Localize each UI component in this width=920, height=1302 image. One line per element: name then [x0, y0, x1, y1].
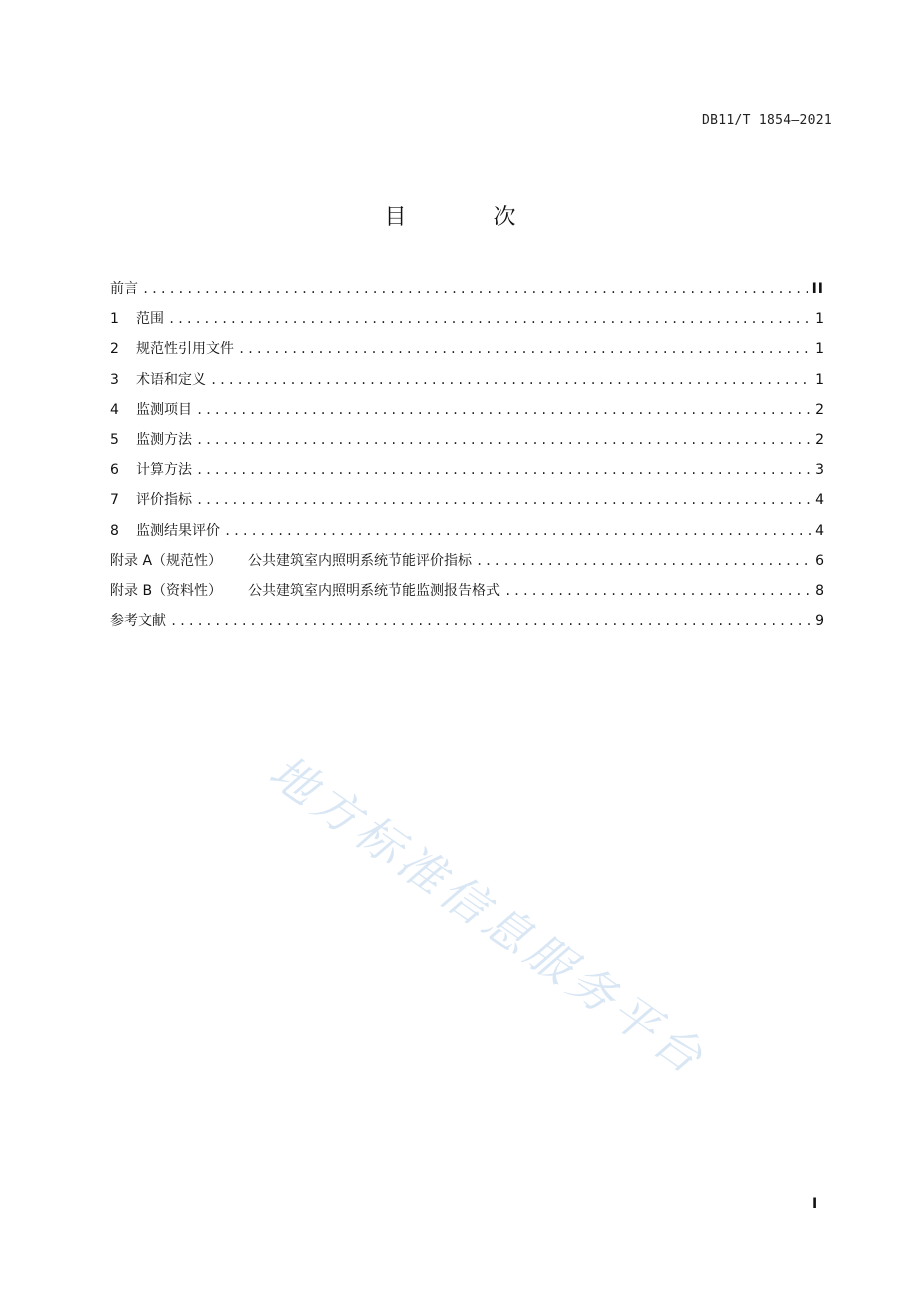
- toc-entry-label: 附录 A（规范性）: [110, 552, 223, 569]
- toc-entry-label: 监测方法: [136, 431, 192, 448]
- toc-entry-page: 3: [815, 462, 824, 479]
- toc-entry-calculation-methods[interactable]: [110, 459, 824, 489]
- toc-entry-subtitle: 公共建筑室内照明系统节能监测报告格式: [248, 582, 501, 599]
- toc-entry-label: 前言: [110, 281, 138, 297]
- page-number: I: [812, 1196, 818, 1212]
- toc-entry-number: 1: [110, 311, 119, 328]
- toc-entry-bibliography[interactable]: [110, 610, 824, 640]
- toc-entry-label: 规范性引用文件: [136, 341, 234, 358]
- toc-entry-label: 范围: [136, 311, 164, 328]
- toc-leader-dots: [168, 308, 811, 330]
- toc-entry-number: 4: [110, 401, 119, 418]
- toc-entry-number: 5: [110, 431, 119, 448]
- toc-entry-number: 7: [110, 492, 119, 509]
- toc-entry-page: II: [811, 281, 824, 297]
- toc-entry-appendix-b[interactable]: [110, 580, 824, 610]
- toc-entry-evaluation-indicators[interactable]: [110, 489, 824, 519]
- toc-entry-label: 术语和定义: [136, 371, 206, 388]
- toc-entry-label: 评价指标: [136, 492, 192, 509]
- toc-entry-subtitle: 公共建筑室内照明系统节能评价指标: [248, 552, 473, 569]
- toc-leader-dots: [196, 429, 811, 451]
- toc-entry-page: 1: [815, 341, 824, 358]
- toc-leader-dots: [196, 459, 811, 481]
- toc-entry-number: 3: [110, 371, 119, 388]
- document-code: DB11/T 1854—2021: [701, 113, 832, 128]
- toc-entry-terms-definitions[interactable]: [110, 369, 824, 399]
- toc-leader-dots: [210, 369, 811, 391]
- toc-entry-foreword[interactable]: [110, 278, 824, 308]
- toc-entry-page: 8: [815, 582, 824, 599]
- toc-leader-dots: [238, 338, 811, 360]
- toc-leader-dots: [142, 278, 808, 300]
- toc-entry-label: 监测结果评价: [136, 522, 220, 539]
- toc-entry-monitoring-items[interactable]: [110, 399, 824, 429]
- table-of-contents: [110, 278, 824, 640]
- toc-leader-dots: [196, 399, 811, 421]
- toc-leader-dots: [196, 489, 811, 511]
- toc-entry-appendix-a[interactable]: [110, 550, 824, 580]
- toc-entry-page: 2: [815, 431, 824, 448]
- toc-entry-number: 6: [110, 462, 119, 479]
- toc-entry-page: 4: [815, 492, 824, 509]
- toc-title: 目 次: [384, 205, 556, 230]
- toc-entry-page: 6: [815, 552, 824, 569]
- toc-entry-number: 2: [110, 341, 119, 358]
- toc-entry-label: 附录 B（资料性）: [110, 582, 223, 599]
- toc-entry-label: 计算方法: [136, 462, 192, 479]
- toc-entry-label: 监测项目: [136, 401, 192, 418]
- toc-entry-result-evaluation[interactable]: [110, 520, 824, 550]
- toc-leader-dots: [170, 610, 811, 632]
- toc-entry-monitoring-methods[interactable]: [110, 429, 824, 459]
- toc-entry-page: 9: [815, 613, 824, 630]
- watermark: 地方标准信息服务平台: [259, 744, 717, 1087]
- toc-entry-page: 1: [815, 371, 824, 388]
- toc-entry-normative-references[interactable]: [110, 338, 824, 368]
- toc-leader-dots: [476, 550, 811, 572]
- toc-entry-page: 2: [815, 401, 824, 418]
- toc-entry-number: 8: [110, 522, 119, 539]
- toc-entry-page: 1: [815, 311, 824, 328]
- toc-entry-scope[interactable]: [110, 308, 824, 338]
- toc-entry-page: 4: [815, 522, 824, 539]
- toc-entry-label: 参考文献: [110, 613, 166, 630]
- toc-leader-dots: [224, 520, 811, 542]
- toc-leader-dots: [504, 580, 811, 602]
